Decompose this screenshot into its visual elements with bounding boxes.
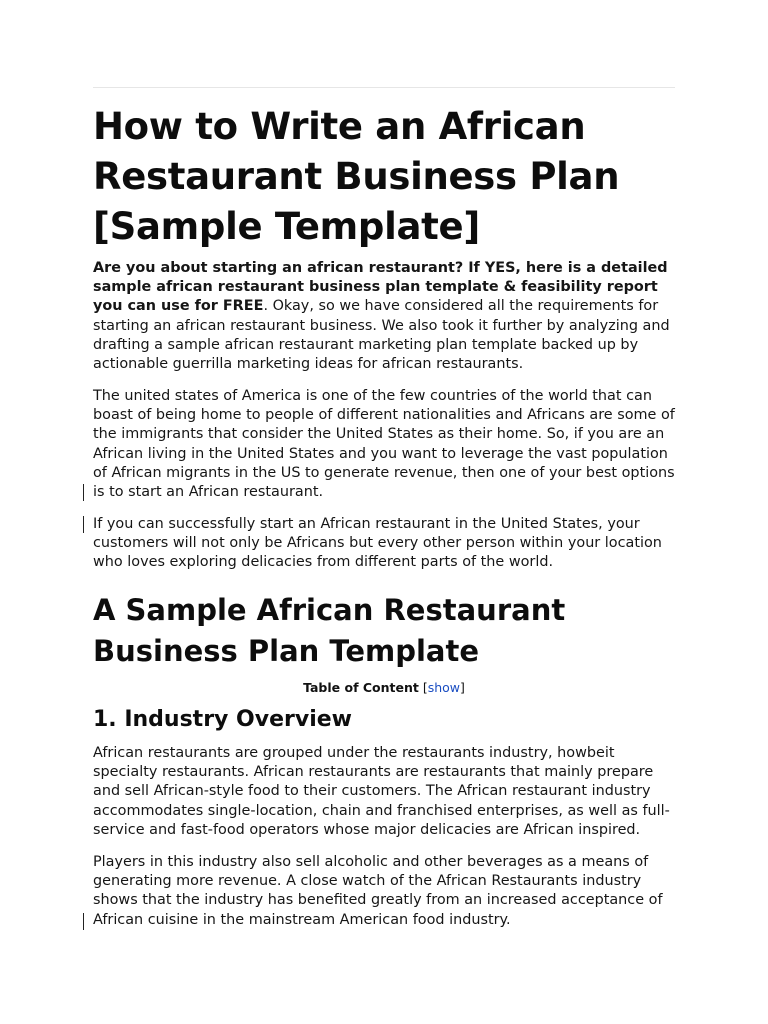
toc-open-bracket: [ xyxy=(422,680,428,695)
paragraph-usa-immigrants: The united states of America is one of the few countries of the world that can boast of being home to people of different nationalities and Africans are some of the immigrants that consider the United States as their home. So, if you are an African living in the United States and you want to leverage the vast population of African migrants in the US to generate revenue, then one of your best options is to start an African restaurant. xyxy=(93,388,675,501)
subsection-heading: 1. Industry Overview xyxy=(93,707,352,732)
section-heading: A Sample African Restaurant Business Plan Template xyxy=(93,593,566,668)
paragraph-players: Players in this industry also sell alcoholic and other beverages as a means of generating more revenue. A close watch of the African Restaurants industry shows that the industry has benefited greatly from an increased acceptance of African cuisine in the mainstream American food industry. xyxy=(93,854,663,928)
table-of-content xyxy=(93,680,675,696)
margin-change-bar xyxy=(83,484,84,501)
paragraph-industry-overview: African restaurants are grouped under the restaurants industry, howbeit specialty restaurants. African restaurants are restaurants that mainly prepare and sell African-style food to their customers. The African restaurant industry accommodates single-location, chain and franchised enterprises, as well as full-service and fast-food operators whose major delicacies are African inspired. xyxy=(93,745,670,838)
article-title: How to Write an African Restaurant Business Plan [Sample Template] xyxy=(93,105,620,248)
toc-show-link[interactable]: show xyxy=(427,680,461,695)
intro-paragraph xyxy=(93,259,678,374)
toc-close-bracket: ] xyxy=(460,680,465,695)
paragraph-customers: If you can successfully start an African restaurant in the United States, your customers will not only be Africans but every other person within your location who loves exploring delicacies from different parts of the world. xyxy=(93,516,662,571)
top-divider xyxy=(93,87,675,88)
intro-rest-text: . Okay, so we have considered all the requirements for starting an african restaurant business. We also took it further by analyzing and drafting a sample african restaurant marketing plan template backed up by actionable guerrilla marketing ideas for african restaurants. xyxy=(93,298,670,373)
toc-label: Table of Content xyxy=(303,680,419,695)
intro-bold-text: Are you about starting an african restaurant? If YES, here is a detailed sample african restaurant business plan template & feasibility report you can use for FREE xyxy=(93,260,668,315)
margin-change-bar xyxy=(83,913,84,930)
margin-change-bar xyxy=(83,516,84,533)
